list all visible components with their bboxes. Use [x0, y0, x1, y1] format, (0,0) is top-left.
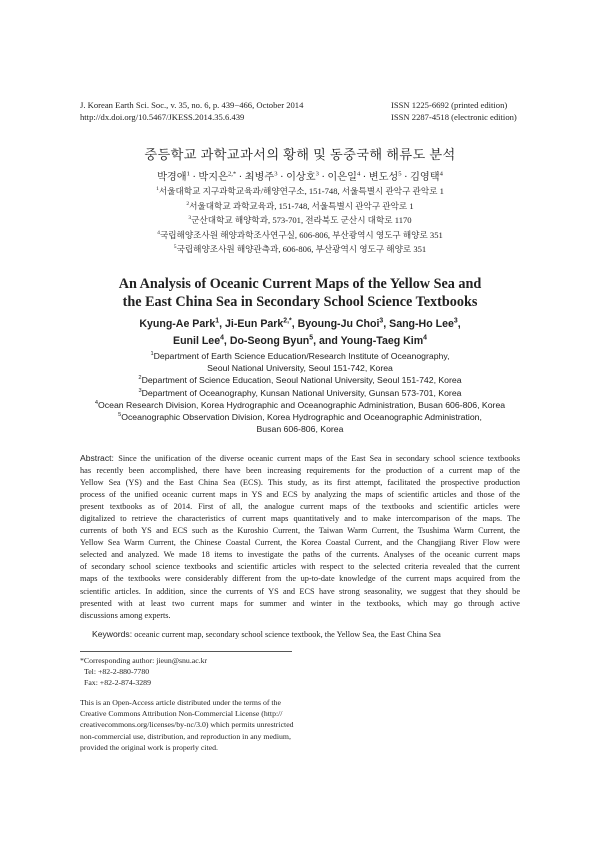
abstract-text: discussions among experts. [80, 610, 171, 620]
abstract-line [80, 489, 520, 501]
affiliation-mark: 4 [157, 229, 160, 236]
author-affiliation-mark: 2,* [283, 317, 292, 325]
affiliation-line [0, 228, 600, 243]
author-separator: · [277, 172, 287, 183]
abstract-line [80, 537, 520, 549]
author-name: 최병주 [244, 172, 275, 183]
abstract-line [80, 610, 520, 622]
abstract-text: scientific articles. In addition, since the currents of YS and ECS have strong seasonality, we suggest that they should be [80, 586, 520, 596]
author-separator: · [189, 172, 199, 183]
affiliation-line [0, 350, 600, 362]
abstract-text: maps of the textbooks were considerably different from the up-to-date knowledge of the current maps acquired from the [80, 574, 520, 584]
affiliation-mark: 2 [186, 200, 190, 207]
affiliation-line [0, 242, 600, 257]
affiliation-line [0, 199, 600, 214]
corresponding-author: *Corresponding author: jieun@snu.ac.kr [80, 656, 208, 665]
affiliation-text: Oceanographic Observation Division, Korea Hydrographic and Oceanographic Administration, [121, 412, 482, 423]
author-separator: · [401, 172, 411, 183]
keywords-label: Keywords: [92, 629, 133, 639]
fax: Fax: +82-2-874-3289 [84, 678, 151, 688]
author-affiliation-mark: 5 [398, 170, 402, 178]
affiliation-text: 서울대학교 과학교육과, 151-748, 서울특별시 관악구 관악로 1 [189, 200, 414, 211]
abstract-line [80, 549, 520, 561]
correspondence-footnote [80, 655, 207, 689]
license-line: creativecommons.org/licenses/by-nc/3.0) which permits unrestricted [80, 720, 294, 730]
english-title-line-1: An Analysis of Oceanic Current Maps of the Yellow Sea and [118, 276, 482, 292]
affiliation-mark: 2 [138, 375, 142, 382]
abstract-text: of secondary school science textbooks and scientific articles with respect to the selected criteria revealed that the current [80, 562, 520, 572]
abstract-text: process of the unified oceanic current maps in YS and ECS by analyzing the maps of scientific articles and those of the [80, 490, 520, 500]
keywords [92, 628, 522, 641]
english-title-line-2: the East China Sea in Secondary School Science Textbooks [122, 294, 478, 310]
author-name: Do-Seong Byun [229, 334, 310, 347]
license-line: non-commercial use, distribution, and reproduction in any medium, [80, 731, 291, 741]
affiliation-line [0, 423, 600, 435]
license-line: provided the original work is properly cited. [80, 742, 218, 752]
english-authors-line-2 [0, 333, 600, 350]
affiliation-text: Seoul National University, Seoul 151-742, Korea [207, 363, 393, 374]
author-separator: , [291, 318, 298, 330]
abstract-line [80, 465, 520, 477]
affiliation-mark: 5 [173, 244, 177, 251]
abstract [80, 452, 520, 622]
abstract-line [80, 452, 520, 465]
author-affiliation-mark: 4 [439, 170, 443, 178]
korean-title: 중등학교 과학교과서의 황해 및 동중국해 해류도 분석 [144, 147, 456, 162]
affiliation-line [0, 184, 600, 199]
affiliation-line [0, 411, 600, 423]
author-name: Byoung-Ju Choi [297, 318, 380, 330]
author-affiliation-mark: 4 [356, 170, 361, 178]
author-name: 박지은 [198, 172, 228, 183]
abstract-line [80, 477, 520, 489]
affiliation-mark: 5 [118, 412, 122, 419]
abstract-label: Abstract: [80, 453, 119, 463]
author-name: Young-Taeg Kim [340, 334, 424, 347]
author-affiliation-mark: 3 [379, 317, 384, 325]
author-name: 김영택 [410, 172, 440, 183]
author-affiliation-mark: 2,* [227, 170, 237, 178]
abstract-text: digitalized to retrieve the characteristics of current maps quantitatively and to make intercomparison of the maps. The [80, 514, 520, 524]
abstract-text: Yellow Sea (YS) and the East China Sea (ECS). This study, as its first attempt, facilitated the prospective production [80, 478, 520, 488]
english-authors-line-1 [0, 316, 600, 333]
author-name: 이은일 [327, 172, 357, 183]
author-affiliation-mark: 3 [274, 170, 278, 178]
abstract-text: selected and analyzed. We made 18 items to investigate the paths of the currents. Analyses of the oceanic current maps [80, 550, 520, 560]
footnote-rule [80, 651, 292, 652]
journal-citation [80, 99, 303, 123]
author-affiliation-mark: 5 [309, 333, 314, 341]
issn-print: ISSN 1225-6692 (printed edition) [391, 100, 508, 110]
affiliation-text: 서울대학교 지구과학교육과/해양연구소, 151-748, 서울특별시 관악구 관악로 1 [158, 186, 444, 196]
affiliation-text: Department of Oceanography, Kunsan National University, Gunsan 573-701, Korea [141, 387, 462, 398]
author-separator: , [383, 318, 390, 330]
affiliation-mark: 4 [94, 399, 99, 406]
affiliation-line [0, 362, 600, 374]
affiliation-text: Department of Science Education, Seoul National University, Seoul 151-742, Korea [141, 375, 462, 386]
abstract-line [80, 598, 520, 610]
issn-block [391, 99, 517, 123]
doi-link[interactable]: http://dx.doi.org/10.5467/JKESS.2014.35.6.439 [80, 112, 245, 122]
author-affiliation-mark: 1 [186, 170, 190, 178]
abstract-text: Yellow Sea Warm Current, the Chinese Coastal Current, the Korea Coastal Current, and the Changjiang River Flow were [80, 538, 520, 548]
author-affiliation-mark: 4 [220, 333, 224, 341]
author-name: Ji-Eun Park [225, 318, 284, 330]
english-affiliations [0, 350, 600, 435]
author-name: 박경애 [157, 172, 187, 183]
affiliation-mark: 1 [156, 186, 159, 193]
affiliation-text: 국립해양조사원 해양관측과, 606-806, 부산광역시 영도구 해양로 351 [176, 244, 427, 254]
affiliation-line [0, 387, 600, 399]
affiliation-text: Department of Earth Science Education/Research Institute of Oceanography, [153, 351, 450, 361]
affiliation-mark: 1 [150, 351, 154, 358]
author-separator: · [236, 172, 245, 183]
license-line: This is an Open-Access article distributed under the terms of the [80, 698, 281, 707]
author-separator: , [223, 334, 230, 347]
author-affiliation-mark: 1 [215, 317, 220, 325]
affiliation-text: Ocean Research Division, Korea Hydrographic and Oceanographic Administration, Busan 606-806, Korea [98, 399, 506, 410]
abstract-line [80, 525, 520, 537]
author-name: Kyung-Ae Park [139, 318, 216, 330]
affiliation-line [0, 213, 600, 228]
english-title [0, 275, 600, 311]
affiliation-mark: 3 [188, 215, 192, 222]
license-line: Creative Commons Attribution Non-Commercial License (http:// [80, 709, 283, 719]
journal-line: J. Korean Earth Sci. Soc., v. 35, no. 6, p. 439−466, October 2014 [80, 100, 304, 110]
author-separator: · [318, 172, 328, 183]
telephone: Tel: +82-2-880-7780 [84, 667, 150, 677]
korean-authors [0, 168, 600, 183]
author-separator: , [457, 318, 461, 330]
abstract-line [80, 513, 520, 525]
author-separator: , and [313, 334, 341, 347]
author-name: 이상호 [286, 172, 316, 183]
abstract-line [80, 586, 520, 598]
affiliation-text: 군산대학교 해양학과, 573-701, 전라북도 군산시 대학로 1170 [191, 215, 412, 225]
abstract-text: currents of both YS and ECS such as the Kuroshio Current, the Taiwan Warm Current, the Tsushima Warm Current, the [80, 526, 520, 536]
author-separator: , [219, 318, 225, 330]
english-authors [0, 316, 600, 349]
affiliation-text: Busan 606-806, Korea [256, 424, 344, 435]
keywords-text: oceanic current map, secondary school science textbook, the Yellow Sea, the East China Sea [134, 630, 441, 639]
affiliation-mark: 3 [138, 387, 142, 394]
author-affiliation-mark: 4 [423, 333, 427, 341]
license-footnote [80, 697, 294, 753]
issn-electronic: ISSN 2287-4518 (electronic edition) [391, 112, 517, 122]
abstract-text: has recently been accomplished, there have been increasing requirements for the production of a current map of the [80, 466, 520, 476]
author-affiliation-mark: 3 [453, 317, 458, 325]
abstract-text: present textbooks as of 2014. First of all, the analogue current maps of the textbooks and scientific articles were [80, 502, 520, 512]
abstract-text: presented with at least two current maps for summer and winter in the textbooks, which may go through active [80, 598, 520, 608]
author-name: Eunil Lee [173, 334, 221, 347]
abstract-text: Since the unification of the diverse oceanic current maps of the East Sea in secondary school science textbooks [118, 454, 520, 463]
affiliation-line [0, 399, 600, 411]
author-affiliation-mark: 3 [315, 170, 319, 178]
abstract-line [80, 573, 520, 585]
author-name: Sang-Ho Lee [389, 318, 454, 330]
abstract-line [80, 561, 520, 573]
korean-affiliations [0, 184, 600, 257]
abstract-line [80, 501, 520, 513]
affiliation-text: 국립해양조사원 해양과학조사연구실, 606-806, 부산광역시 영도구 해양로 351 [159, 229, 443, 240]
author-name: 변도성 [368, 172, 399, 183]
author-separator: · [360, 172, 369, 183]
affiliation-line [0, 374, 600, 386]
